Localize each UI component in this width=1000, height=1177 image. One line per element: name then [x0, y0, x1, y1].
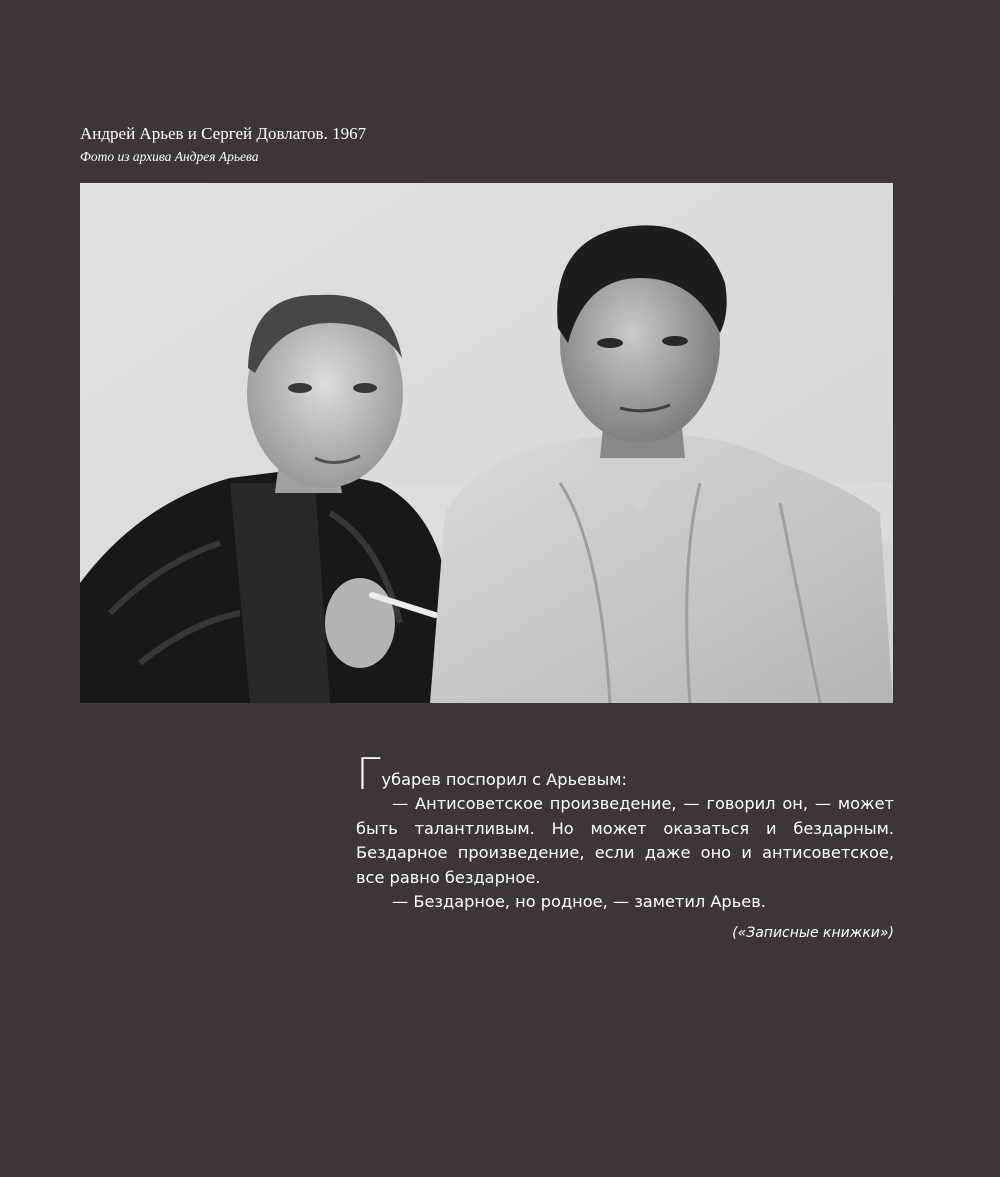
photo-caption	[80, 122, 900, 168]
quote-paragraph-1-text: убарев поспорил с Арьевым:	[381, 770, 627, 789]
caption-credit: Фото из архива Андрея Арьева	[80, 149, 259, 164]
drop-cap: Г	[356, 749, 381, 800]
caption-title: Андрей Арьев и Сергей Довлатов. 1967	[80, 124, 367, 143]
quote-paragraph-3: — Бездарное, но родное, — заметил Арьев.	[392, 892, 766, 912]
quote-paragraph-2: — Антисоветское произведение, — говорил он, — может быть талантливым. Но может оказаться и бездарным. Бездарное произведение, если даже оно и антисоветское, все равно бездарное.	[356, 794, 894, 887]
quote-block	[356, 749, 894, 944]
quote-source: («Записные книжки»)	[732, 925, 894, 942]
archive-photo	[80, 183, 893, 703]
quote-paragraph-1	[356, 749, 894, 800]
